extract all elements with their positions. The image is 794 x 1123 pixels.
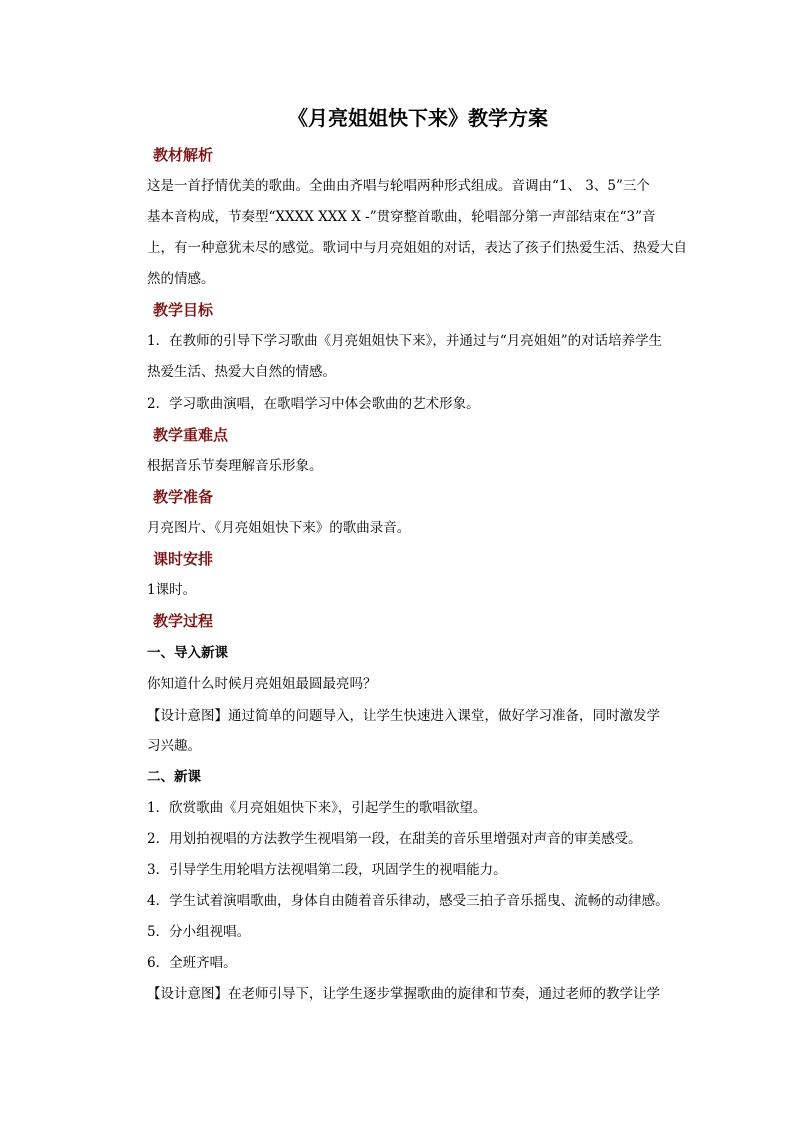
- goals-line-3: 2．学习歌曲演唱，在歌唱学习中体会歌曲的艺术形象。: [147, 396, 480, 412]
- section-heading-schedule: 课时安排: [153, 550, 214, 568]
- section-heading-analysis: 教材解析: [153, 146, 214, 164]
- section-heading-process: 教学过程: [153, 612, 214, 630]
- process-part2-line-5: 5．分小组视唱。: [147, 924, 251, 940]
- process-part2-line-2: 2．用划拍视唱的方法教学生视唱第一段，在甜美的音乐里增强对声音的审美感受。: [147, 831, 642, 847]
- document-title: 《月亮姐姐快下来》教学方案: [288, 106, 548, 130]
- process-part1-line-2: 【设计意图】通过简单的问题导入，让学生快速进入课堂，做好学习准备，同时激发学: [147, 708, 660, 724]
- process-part1-line-1: 你知道什么时候月亮姐姐最圆最亮吗？: [147, 676, 377, 692]
- process-part2-line-7: 【设计意图】在老师引导下，让学生逐步掌握歌曲的旋律和节奏，通过老师的教学让学: [147, 986, 660, 1002]
- keypoints-line-1: 根据音乐节奏理解音乐形象。: [147, 458, 323, 474]
- process-part1-line-3: 习兴趣。: [147, 738, 201, 754]
- process-part2-line-3: 3．引导学生用轮唱方法视唱第二段，巩固学生的视唱能力。: [147, 862, 507, 878]
- process-part2-line-1: 1．欣赏歌曲《月亮姐姐快下来》，引起学生的歌唱欲望。: [147, 800, 487, 816]
- process-part1-heading: 一、导入新课: [147, 645, 228, 661]
- analysis-line-1: 这是一首抒情优美的歌曲。全曲由齐唱与轮唱两种形式组成。音调由“1、 3、5”三个: [147, 178, 650, 194]
- schedule-line-1: 1课时。: [147, 582, 197, 598]
- process-part2-heading: 二、新课: [147, 769, 201, 785]
- goals-line-2: 热爱生活、热爱大自然的情感。: [147, 364, 336, 380]
- section-heading-preparation: 教学准备: [153, 488, 214, 506]
- process-part2-line-4: 4．学生试着演唱歌曲，身体自由随着音乐律动，感受三拍子音乐摇曳、流畅的动律感。: [147, 893, 669, 909]
- section-heading-keypoints: 教学重难点: [153, 426, 229, 444]
- goals-line-1: 1．在教师的引导下学习歌曲《月亮姐姐快下来》，并通过与“月亮姐姐”的对话培养学生: [147, 333, 663, 349]
- analysis-line-2: 基本音构成，节奏型“XXXX XXX X -”贯穿整首歌曲，轮唱部分第一声部结束在“3”音: [147, 209, 656, 225]
- section-heading-goals: 教学目标: [153, 301, 214, 319]
- analysis-line-3: 上，有一种意犹未尽的感觉。歌词中与月亮姐姐的对话，表达了孩子们热爱生活、热爱大自: [147, 240, 687, 256]
- analysis-line-4: 然的情感。: [147, 271, 215, 287]
- process-part2-line-6: 6．全班齐唱。: [147, 955, 237, 971]
- preparation-line-1: 月亮图片、《月亮姐姐快下来》的歌曲录音。: [147, 520, 411, 536]
